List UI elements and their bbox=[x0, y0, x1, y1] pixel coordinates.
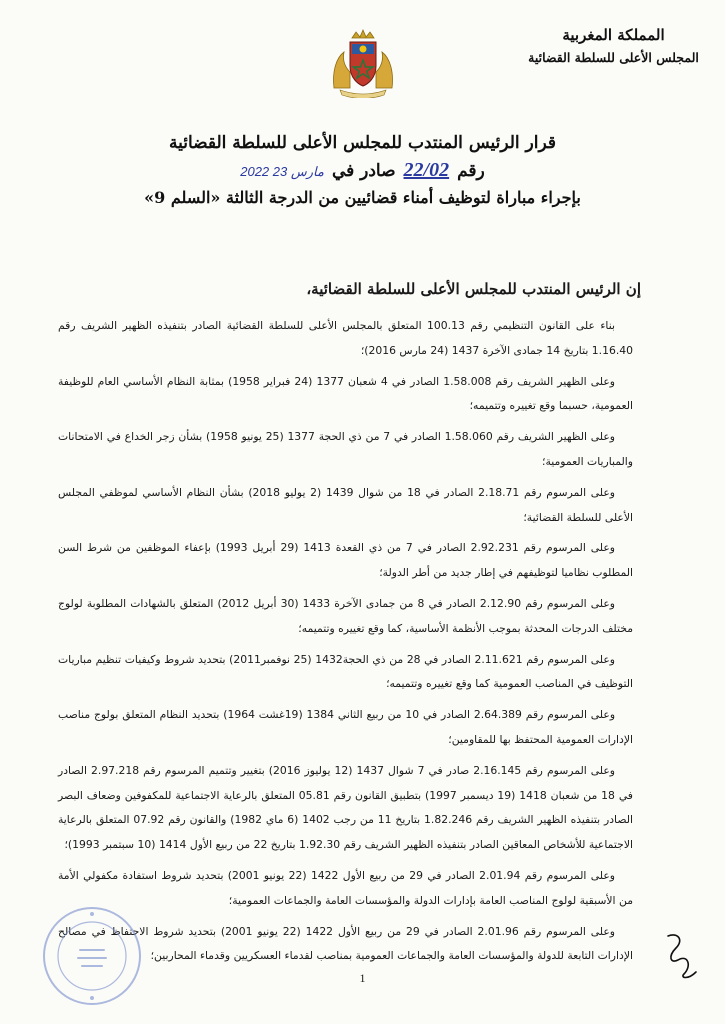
letterhead bbox=[526, 26, 701, 65]
title-line-1: قرار الرئيس المنتدب للمجلس الأعلى للسلطة القضائية bbox=[168, 133, 556, 153]
paragraph: وعلى المرسوم رقم 2.16.145 صادر في 7 شوال 1437 (12 يوليوز 2016) بتغيير وتتميم المرسوم رقم 2.97.218 الصادر في 18 من شعبان 1418 (19 ديسمبر 1997) بتطبيق القانون رقم 05.81 المتعلق بالرعاية الاجتماعية للمكفوفين وضعاف البصر الصادر بتنفيذه الظهير الشريف رقم 1.82.246 بتاريخ 11 من رجب 1402 (6 ماي 1982) والقانون رقم 07.92 المتعلق بالرعاية الاجتماعية للأشخاص المعاقين الصادر بتنفيذه الظهير الشريف رقم 1.92.30 بتاريخ 22 من ربيع الأول 1414 (10 سبتمبر 1993)؛ bbox=[58, 763, 633, 852]
preamble-heading: إن الرئيس المنتدب للمجلس الأعلى للسلطة القضائية، bbox=[306, 280, 641, 298]
paragraph: بناء على القانون التنظيمي رقم 100.13 المتعلق بالمجلس الأعلى للسلطة القضائية الصادر بتنفيذه الظهير الشريف رقم 1.16.40 بتاريخ 14 جمادى الآخرة 1437 (24 مارس 2016)؛ bbox=[58, 319, 633, 357]
paragraph: وعلى المرسوم رقم 2.64.389 الصادر في 10 من ربيع الثاني 1384 (19غشت 1964) بتحديد النظام المتعلق بولوج مناصب الإدارات العمومية المحتفظ بها للمقاومين؛ bbox=[58, 708, 633, 746]
page-number: 1 bbox=[359, 971, 366, 985]
paragraph: وعلى الظهير الشريف رقم 1.58.060 الصادر في 7 من ذي الحجة 1377 (25 يونيو 1958) بشأن زجر الخداع في الامتحانات والمباريات العمومية؛ bbox=[58, 430, 633, 468]
official-round-stamp-icon bbox=[40, 904, 144, 1008]
decision-number: 22/02 bbox=[403, 159, 450, 181]
paragraph: وعلى المرسوم رقم 2.18.71 الصادر في 18 من شوال 1439 (2 يوليو 2018) بشأن النظام الأساسي لموظفي المجلس الأعلى للسلطة القضائية؛ bbox=[58, 485, 633, 524]
decision-title bbox=[120, 133, 605, 207]
paragraph: وعلى المرسوم رقم 2.92.231 الصادر في 7 من ذي القعدة 1413 (29 أبريل 1993) بإعفاء الموظفين من شرط السن المطلوب نظاميا لتوظيفهم في إطار جديد من أطر الدولة؛ bbox=[58, 541, 633, 580]
paragraph: وعلى المرسوم رقم 2.11.621 الصادر في 28 من ذي الحجة1432 (25 نوفمبر2011) بتحديد شروط وكيفيات تنظيم مباريات التوظيف في المناصب العمومية كما وقع تغييره وتتميمه؛ bbox=[58, 652, 633, 691]
paragraph: وعلى المرسوم رقم 2.01.96 الصادر في 29 من ربيع الأول 1422 (22 يونيو 2001) بتحديد شروط الاحتفاظ في مصالح الإدارات التابعة للدولة والمؤسسات العامة والجماعات العمومية بمناصب لقدماء العسكريين وقدماء المحاربين؛ bbox=[58, 924, 633, 963]
title-issued-in: صادر في bbox=[331, 161, 396, 181]
letterhead-council: المجلس الأعلى للسلطة القضائية bbox=[528, 50, 699, 65]
title-number-prefix: رقم bbox=[457, 161, 485, 181]
preamble-body bbox=[58, 314, 633, 975]
title-line-3: بإجراء مباراة لتوظيف أمناء قضائيين من الدرجة الثالثة «السلم 9» bbox=[144, 188, 581, 207]
paragraph: وعلى الظهير الشريف رقم 1.58.008 الصادر في 4 شعبان 1377 (24 فبراير 1958) بمثابة النظام الأساسي العام للوظيفة العمومية، حسبما وقع تغييره وتتميمه؛ bbox=[58, 374, 633, 413]
paragraph: وعلى المرسوم رقم 2.12.90 الصادر في 8 من جمادى الآخرة 1433 (30 أبريل 2012) المتعلق بالشهادات المطلوبة لولوج مختلف الدرجات المحدثة بموجب الأنظمة الأساسية، كما وقع تغييره وتتميمه؛ bbox=[58, 596, 633, 635]
paragraph: وعلى المرسوم رقم 2.01.94 الصادر في 29 من ربيع الأول 1422 (22 يونيو 2001) بتحديد شروط استفادة مكفولي الأمة من الأسبقية لولوج المناصب العامة بإدارات الدولة والمؤسسات العامة والجماعات العمومية؛ bbox=[58, 868, 633, 907]
letterhead-kingdom: المملكة المغربية bbox=[562, 26, 665, 44]
title-line-2 bbox=[120, 159, 605, 182]
moroccan-coat-of-arms-icon bbox=[328, 28, 398, 98]
decision-date: 2022 مارس 23 bbox=[240, 164, 324, 179]
